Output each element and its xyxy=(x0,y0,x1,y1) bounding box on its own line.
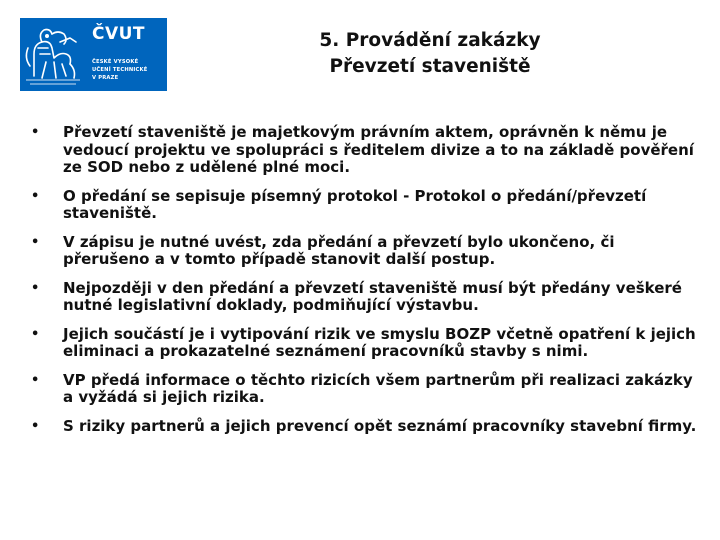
bullet-icon: • xyxy=(31,326,40,342)
cvut-logo xyxy=(20,18,167,91)
bullet-text: Převzetí staveniště je majetkovým právním aktem, oprávněn k němu je vedoucí projektu ve spolupráci s ředitelem divize a to na základě pověření ze SOD nebo z udělené plné moci. xyxy=(63,123,694,176)
bullet-text: Jejich součástí je i vytipování rizik ve smyslu BOZP včetně opatření k jejich eliminaci a prokazatelné seznámení pracovníků stavby s nimi. xyxy=(63,324,696,360)
slide-title-line2: Převzetí staveniště xyxy=(329,56,531,77)
bullet-icon: • xyxy=(31,280,40,296)
logo-text xyxy=(88,18,148,91)
bullet-item xyxy=(28,280,698,315)
logo-name: ČVUT xyxy=(92,24,146,44)
lion-emblem-icon xyxy=(20,18,88,91)
bullet-item xyxy=(28,372,698,407)
bullet-icon: • xyxy=(31,418,40,434)
bullet-icon: • xyxy=(31,372,40,388)
bullet-item xyxy=(28,234,698,269)
logo-subtitle-line: UČENÍ TECHNICKÉ xyxy=(92,67,148,73)
bullet-item xyxy=(28,188,698,223)
slide-title-line1: 5. Provádění zakázky xyxy=(319,30,541,51)
bullet-item xyxy=(28,326,698,361)
bullet-icon: • xyxy=(31,188,40,204)
bullet-text: S riziky partnerů a jejich prevencí opět seznámí pracovníky stavební firmy. xyxy=(63,416,697,435)
logo-subtitle-line: V PRAZE xyxy=(92,75,119,81)
bullet-text: VP předá informace o těchto rizicích všem partnerům při realizaci zakázky a vyžádá si jejich rizika. xyxy=(63,370,693,406)
slide-title xyxy=(230,28,630,80)
bullet-text: V zápisu je nutné uvést, zda předání a převzetí bylo ukončeno, či přerušeno a v tomto případě stanovit další postup. xyxy=(63,232,615,268)
bullet-text: Nejpozději v den předání a převzetí staveniště musí být předány veškeré nutné legislativní doklady, podmiňující výstavbu. xyxy=(63,278,682,314)
bullet-list xyxy=(28,124,698,446)
logo-subtitle-line: ČESKÉ VYSOKÉ xyxy=(92,59,139,65)
bullet-item xyxy=(28,124,698,177)
bullet-text: O předání se sepisuje písemný protokol - Protokol o předání/převzetí staveniště. xyxy=(63,186,647,222)
bullet-icon: • xyxy=(31,125,40,140)
logo-subtitle xyxy=(92,58,148,82)
bullet-item xyxy=(28,418,698,436)
bullet-icon: • xyxy=(31,234,40,250)
